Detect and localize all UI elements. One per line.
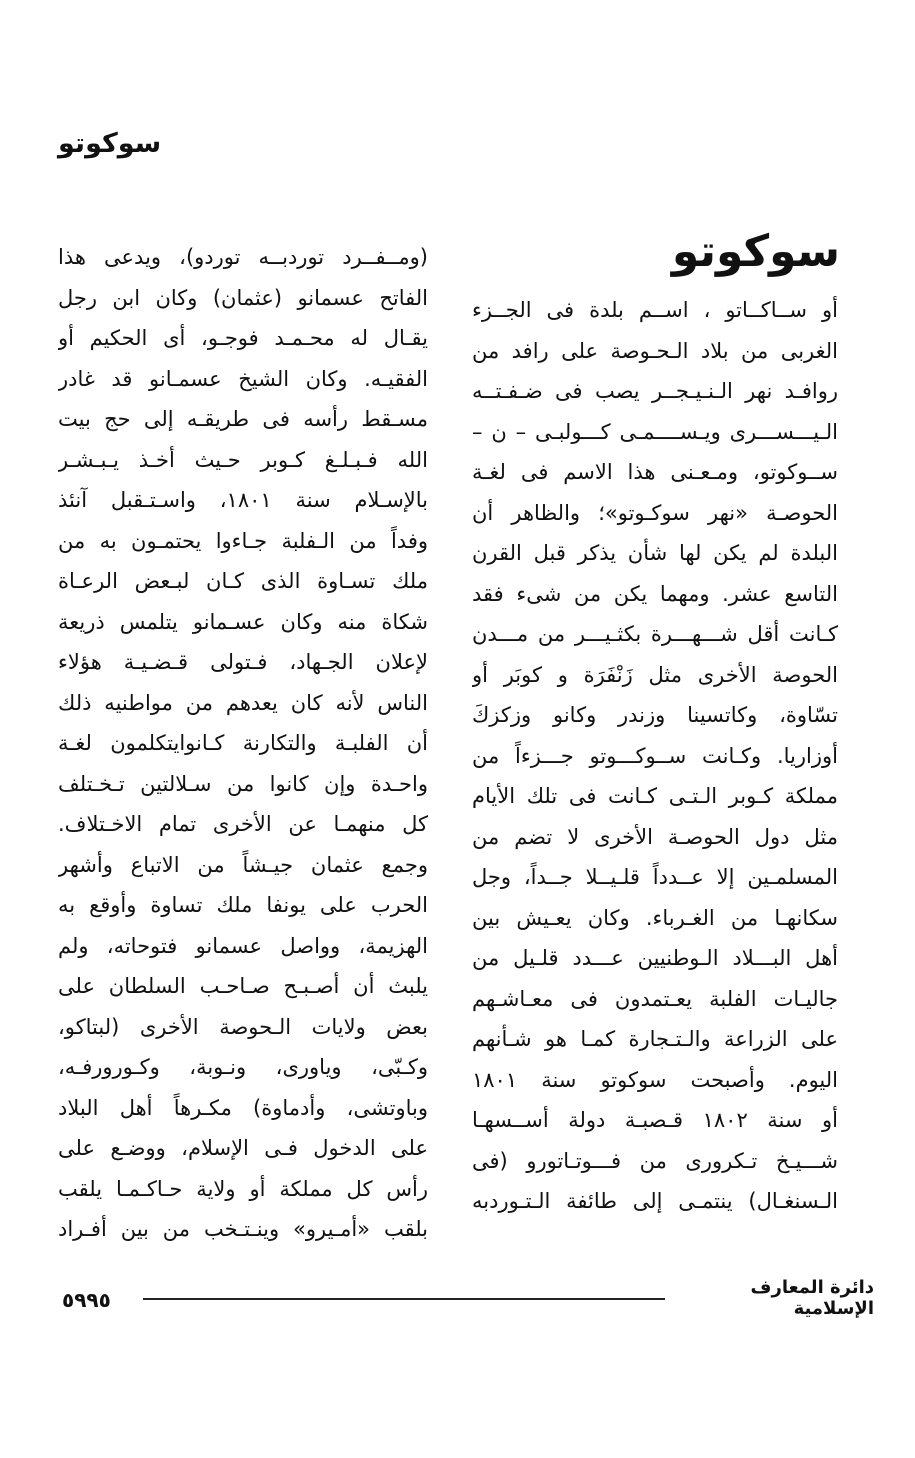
text-line: بالإسـلام سنة ١٨٠١، واسـتـقبل آنئذ: [58, 488, 428, 512]
text-line: الفاتح عسمانو (عثمان) وكان ابن رجل: [58, 285, 428, 310]
page-number: ٥٩٩٥: [62, 1288, 111, 1312]
text-line: الهزيمة، وواصل عسمانو فتوحاته، ولم: [58, 933, 428, 958]
text-line: وفداً من الـفلبة جـاءوا يحتمـون به من: [58, 528, 428, 553]
text-line: (ومــفــرد توردبــه توردو)، ويدعى هذا: [58, 245, 428, 269]
text-line: أهل البـــلاد الـوطنيين عـــدد قلـيل من: [472, 946, 838, 970]
text-line: وجمع عثمان جيـشاً من الاتباع وأشهر: [58, 852, 428, 877]
text-line: الـسنغـال) ينتمـى إلى طائفة الـتـوردبه: [472, 1189, 838, 1213]
text-line: كل منهمـا عن الأخرى تمام الاخـتلاف.: [58, 812, 428, 836]
text-line: أو ســاكــاتو ، اســم بلدة فى الجــزء: [472, 298, 838, 322]
text-line: مملكة كـوبر الـتـى كـانت فى تلك الأيام: [472, 784, 838, 808]
text-line: يلبث أن أصـبـح صـاحـب السلطان على: [58, 974, 428, 998]
text-line: واحـدة وإن كانوا من سـلالتين تـخـتلف: [58, 771, 428, 796]
text-line: الناس لأنه كان يعدهم من مواطنيه ذلك: [58, 690, 428, 715]
text-line: ســوكوتو، ومـعـنى هذا الاسم فى لغـة: [472, 460, 838, 484]
text-line: تسّاوة، وكاتسينا وزندر وكانو وزكزكَ: [472, 703, 838, 727]
text-line: يقـال له محـمـد فوجـو، أى الحكيم أو: [58, 326, 428, 350]
text-line: بعض ولايات الـحوصة الأخرى (لبتاكو،: [58, 1014, 428, 1039]
text-line: على الزراعة والـتـجارة كمـا هو شـأنهم: [472, 1027, 838, 1051]
text-line: أو سنة ١٨٠٢ قـصبـة دولة أســسهـا: [472, 1108, 838, 1132]
text-line: الـيـــســـرى ويـســــمـى كـــولبـى – ن –: [472, 419, 838, 444]
text-line: الغربى من بلاد الـحـوصة على رافد من: [472, 338, 838, 363]
text-line: الحرب على يونفا ملك تساوة وأوقع به: [58, 893, 428, 917]
text-line: روافـد نهر الـنـيـجــر يصب فى ضـفـتــه: [472, 379, 838, 403]
text-line: وباوتشى، وأدماوة) مكـرهاً أهل البلاد: [58, 1095, 428, 1120]
text-line: رأس كل مملكة أو ولاية حـاكـمـا يلقب: [58, 1176, 428, 1201]
text-line: أوزاريا. وكـانت ســوكـــوتو جـــزءاً من: [472, 743, 838, 768]
text-line: البلدة لم يكن لها شأن يذكر قبل القرن: [472, 541, 838, 565]
text-line: المسلمـين إلا عــدداً قلـيــلا جــداً، وجل: [472, 865, 838, 889]
text-line: الله فـبـلـغ كـوبر حـيث أخـذ يـبـشـر: [58, 447, 428, 472]
text-line: التاسع عشر. ومهما يكن من شىء فقد: [472, 581, 838, 606]
article-title: سوكوتو: [671, 226, 840, 277]
text-line: مسـقط رأسه فى طريقـه إلى حج بيت: [58, 407, 428, 431]
text-line: كـانت أقل شـــهـــرة بكثـيـــر من مـــدن: [472, 622, 838, 646]
text-line: الفقيـه. وكان الشيخ عسمـانو قد غادر: [58, 366, 428, 391]
text-line: وكـبّى، وياورى، ونـوبة، وكـورورفـه،: [58, 1055, 428, 1079]
text-line: جاليـات الفلبة يعـتمدون فى معـاشـهم: [472, 986, 838, 1011]
text-line: ملك تسـاوة الذى كـان لبـعض الرعـاة: [58, 569, 428, 593]
text-line: الحوصـة «نهر سوكـوتو»؛ والظاهر أن: [472, 500, 838, 525]
text-line: شكاة منه وكان عسـمانو يتلمس ذريعة: [58, 609, 428, 634]
text-line: أن الفلبـة والتكارنة كـانوايتكلمون لغـة: [58, 731, 428, 755]
article-column-right: [472, 290, 838, 1222]
text-line: اليوم. وأصبحت سوكوتو سنة ١٨٠١: [472, 1067, 838, 1092]
text-line: الحوصة الأخرى مثل زَنْفَرَة و كوبَر أو: [472, 662, 838, 687]
text-line: على الدخول فـى الإسلام، ووضـع على: [58, 1136, 428, 1160]
text-line: شـــيـخ تـكرورى من فـــوتـاتورو (فى: [472, 1148, 838, 1173]
text-line: بلقب «أمـيرو» وينـتـخب من بين أفـراد: [58, 1217, 428, 1241]
text-line: مثل دول الحوصـة الأخرى لا تضم من: [472, 824, 838, 849]
text-line: سكانهـا من الغـرباء. وكان يعـيش بين: [472, 905, 838, 930]
footer-journal-name: دائرة المعارف الإسلامية: [750, 1277, 874, 1319]
running-header: سوكوتو: [58, 128, 162, 159]
footer-divider: [143, 1298, 665, 1300]
text-line: لإعلان الجـهاد، فـتولى قـضـيـة هؤلاء: [58, 650, 428, 674]
article-column-left: [58, 237, 428, 1250]
